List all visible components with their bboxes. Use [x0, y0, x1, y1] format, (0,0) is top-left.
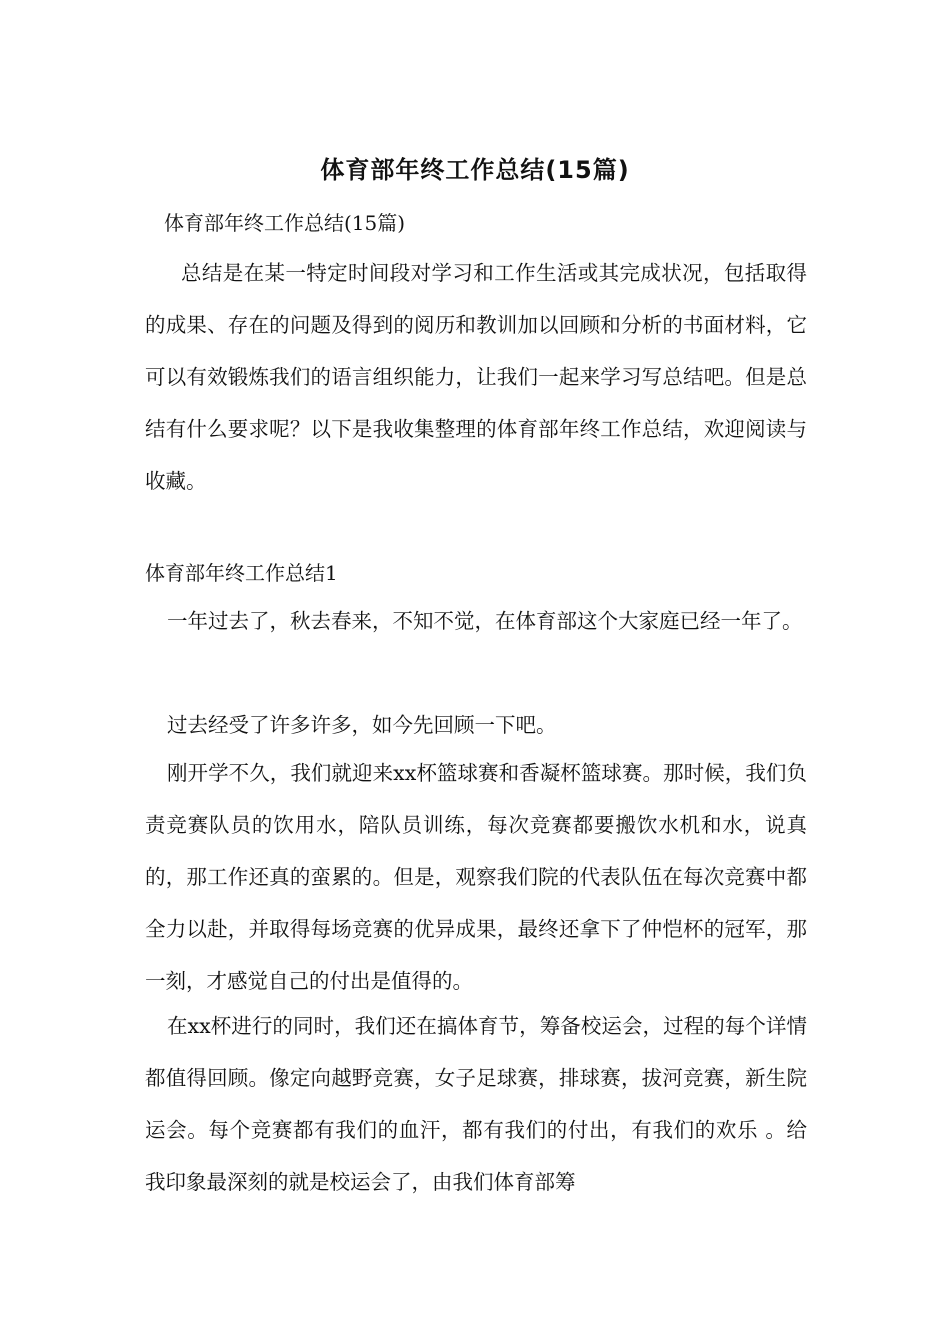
- intro-paragraph: 总结是在某一特定时间段对学习和工作生活或其完成状况，包括取得的成果、存在的问题及得到的阅历和教训加以回顾和分析的书面材料，它可以有效锻炼我们的语言组织能力，让我们一起来学习写总结吧。但是总结有什么要求呢？以下是我收集整理的体育部年终工作总结，欢迎阅读与收藏。: [145, 261, 807, 493]
- body-paragraph: 在xx杯进行的同时，我们还在搞体育节，筹备校运会，过程的每个详情都值得回顾。像定向越野竞赛，女子足球赛，排球赛，拔河竞赛，新生院运会。每个竞赛都有我们的血汗，都有我们的付出，有我们的欢乐 。给我印象最深刻的就是校运会了，由我们体育部筹: [145, 1014, 807, 1194]
- body-paragraph: 一年过去了，秋去春来，不知不觉，在体育部这个大家庭已经一年了。: [167, 609, 803, 633]
- document-subtitle: 体育部年终工作总结(15篇): [164, 211, 406, 235]
- document-title: 体育部年终工作总结(15篇): [320, 156, 630, 184]
- body-paragraph: 刚开学不久，我们就迎来xx杯篮球赛和香凝杯篮球赛。那时候，我们负责竞赛队员的饮用水，陪队员训练，每次竞赛都要搬饮水机和水，说真的，那工作还真的蛮累的。但是，观察我们院的代表队伍在每次竞赛中都全力以赴，并取得每场竞赛的优异成果，最终还拿下了仲恺杯的冠军，那一刻，才感觉自己的付出是值得的。: [145, 761, 807, 993]
- body-paragraph: 过去经受了许多许多，如今先回顾一下吧。: [167, 713, 557, 737]
- section-heading: 体育部年终工作总结1: [145, 561, 338, 585]
